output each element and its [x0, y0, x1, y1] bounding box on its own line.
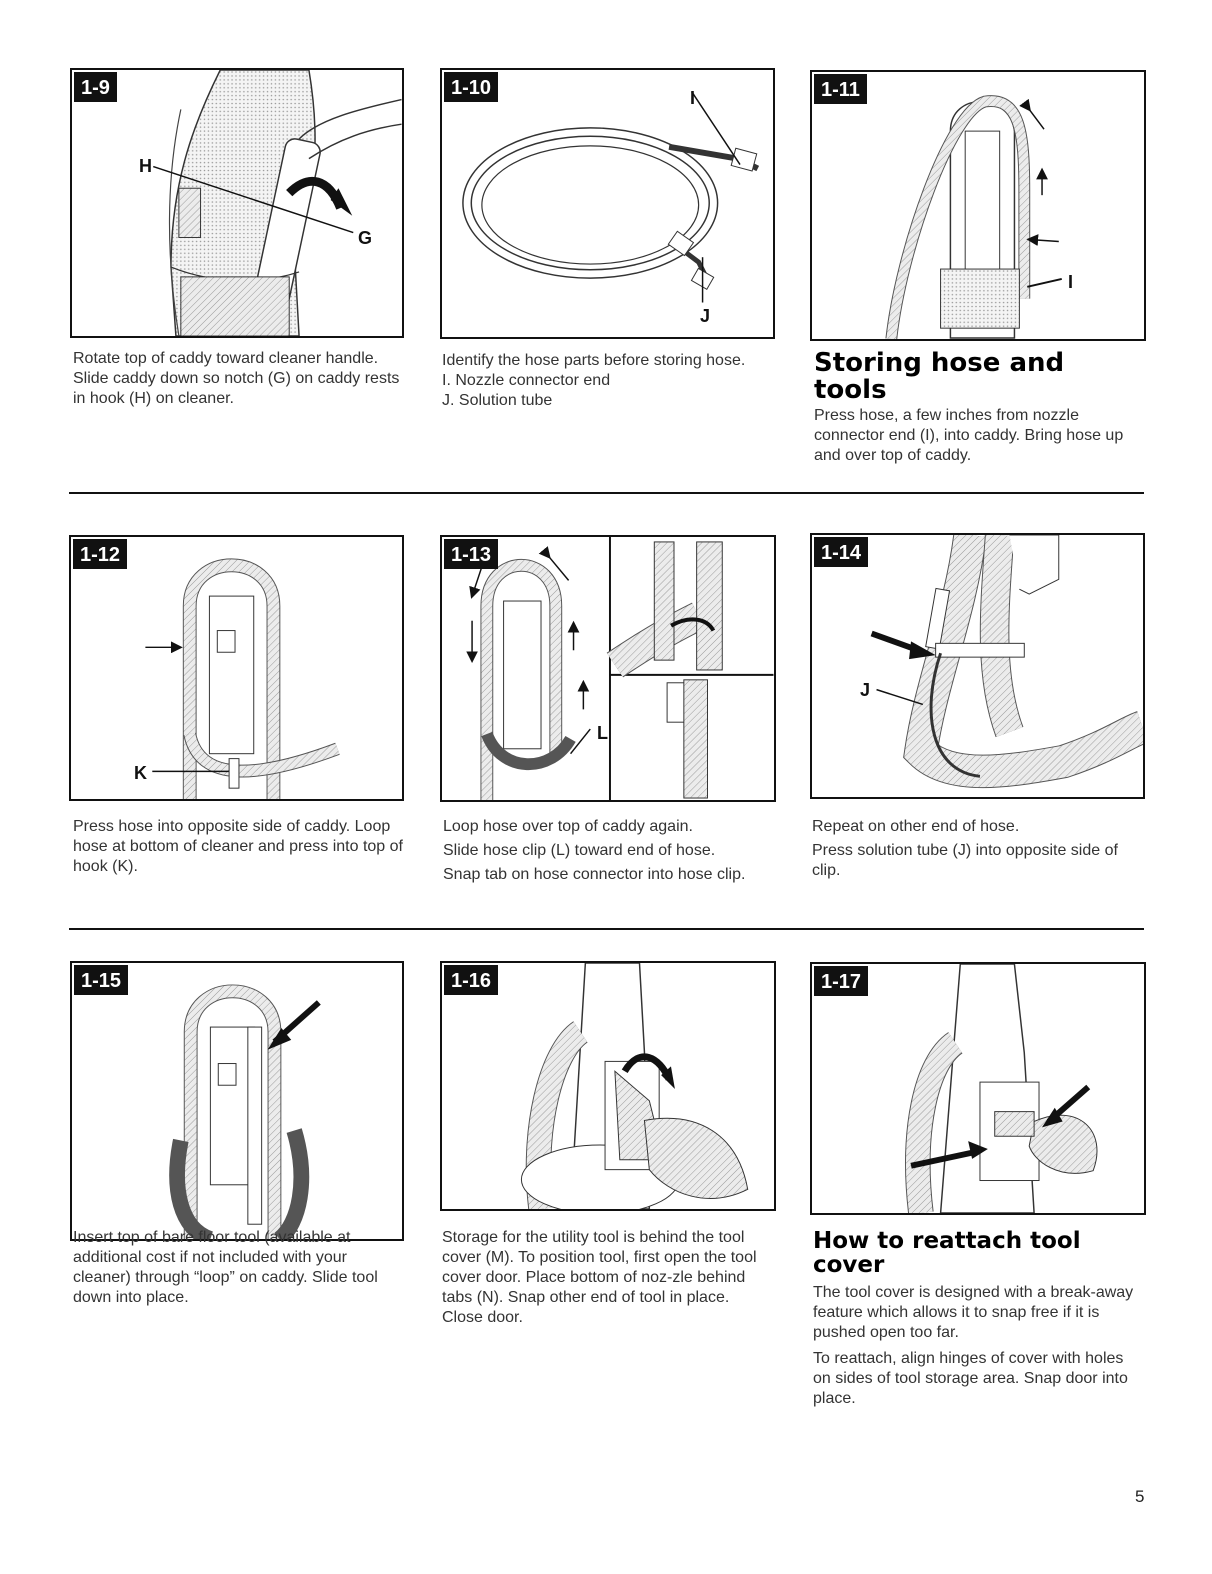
figure-1-15	[70, 961, 404, 1241]
caption-text: Repeat on other end of hose.	[812, 818, 1020, 835]
caption-1-17	[813, 1229, 1143, 1413]
caption-1-11	[814, 350, 1144, 470]
caption-1-13	[443, 817, 763, 889]
caption-text: Press hose into opposite side of caddy. Loop hose at bottom of cleaner and press into top of hook (K).	[73, 818, 403, 875]
figure-1-17	[810, 962, 1146, 1215]
caption-1-14	[812, 817, 1142, 885]
caddy-hose-illustration	[812, 72, 1144, 339]
figure-1-16	[440, 961, 776, 1211]
callout-j: J	[860, 680, 871, 700]
callout-g: G	[358, 228, 373, 248]
caption-1-9	[73, 349, 403, 413]
figure-1-14	[810, 533, 1145, 799]
caption-text: Snap tab on hose connector into hose clip.	[443, 866, 746, 883]
bare-floor-tool-illustration	[72, 963, 402, 1239]
divider	[69, 928, 1144, 930]
figure-label: 1-15	[74, 965, 128, 995]
tool-cover-reattach-illustration	[812, 964, 1144, 1213]
caption-text: Storage for the utility tool is behind the tool cover (M). To position tool, first open the tool cover door. Place bottom of noz-zle behind tabs (N). Snap other end of tool in place. Close door.	[442, 1229, 757, 1326]
divider	[69, 492, 1144, 494]
callout-j: J	[700, 306, 711, 326]
figure-label: 1-12	[73, 539, 127, 569]
figure-label: 1-17	[814, 966, 868, 996]
callout-i: I	[1068, 272, 1074, 292]
callout-l: L	[597, 723, 608, 743]
caption-text: Loop hose over top of caddy again.	[443, 818, 693, 835]
figure-1-10	[440, 68, 775, 339]
section-heading-storing: Storing hose and tools	[814, 348, 1065, 405]
figure-label: 1-14	[814, 537, 868, 567]
figure-label: 1-10	[444, 72, 498, 102]
figure-1-11	[810, 70, 1146, 341]
caption-text: Insert top of bare floor tool (available at additional cost if not included with your cleaner) through “loop” on caddy. Slide tool down into place.	[73, 1229, 378, 1306]
hose-parts-illustration	[442, 70, 773, 337]
caddy-rotate-illustration	[72, 70, 402, 336]
caption-text: I. Nozzle connector end	[442, 372, 611, 389]
figure-1-9	[70, 68, 404, 338]
caption-text: Rotate top of caddy toward cleaner handle. Slide caddy down so notch (G) on caddy rests in hook (H) on cleaner.	[73, 350, 400, 407]
section-heading-reattach: How to reattach tool cover	[813, 1228, 1081, 1278]
figure-1-12	[69, 535, 404, 801]
caption-1-12	[73, 817, 403, 881]
caption-text: Press hose, a few inches from nozzle connector end (I), into caddy. Bring hose up and over top of caddy.	[814, 407, 1124, 464]
caption-text: To reattach, align hinges of cover with holes on sides of tool storage area. Snap door into place.	[813, 1350, 1128, 1407]
callout-i: I	[690, 88, 696, 108]
hose-clip-illustration	[442, 537, 774, 800]
figure-label: 1-9	[74, 72, 117, 102]
page-number: 5	[1135, 1487, 1145, 1506]
figure-label: 1-11	[814, 74, 867, 104]
hose-loop-illustration	[71, 537, 402, 799]
solution-tube-clip-illustration	[812, 535, 1143, 797]
caption-text: J. Solution tube	[442, 392, 553, 409]
callout-h: H	[139, 156, 152, 176]
figure-1-13	[440, 535, 776, 802]
caption-text: Identify the hose parts before storing hose.	[442, 352, 746, 369]
figure-label: 1-16	[444, 965, 498, 995]
caption-1-15	[73, 1228, 403, 1312]
utility-tool-storage-illustration	[442, 963, 774, 1209]
figure-label: 1-13	[444, 539, 498, 569]
callout-k: K	[134, 763, 147, 783]
caption-text: The tool cover is designed with a break-away feature which allows it to snap free if it is pushed open too far.	[813, 1284, 1134, 1341]
caption-text: Slide hose clip (L) toward end of hose.	[443, 842, 716, 859]
caption-1-10	[442, 351, 762, 411]
caption-text: Press solution tube (J) into opposite side of clip.	[812, 842, 1118, 879]
caption-1-16	[442, 1228, 772, 1332]
